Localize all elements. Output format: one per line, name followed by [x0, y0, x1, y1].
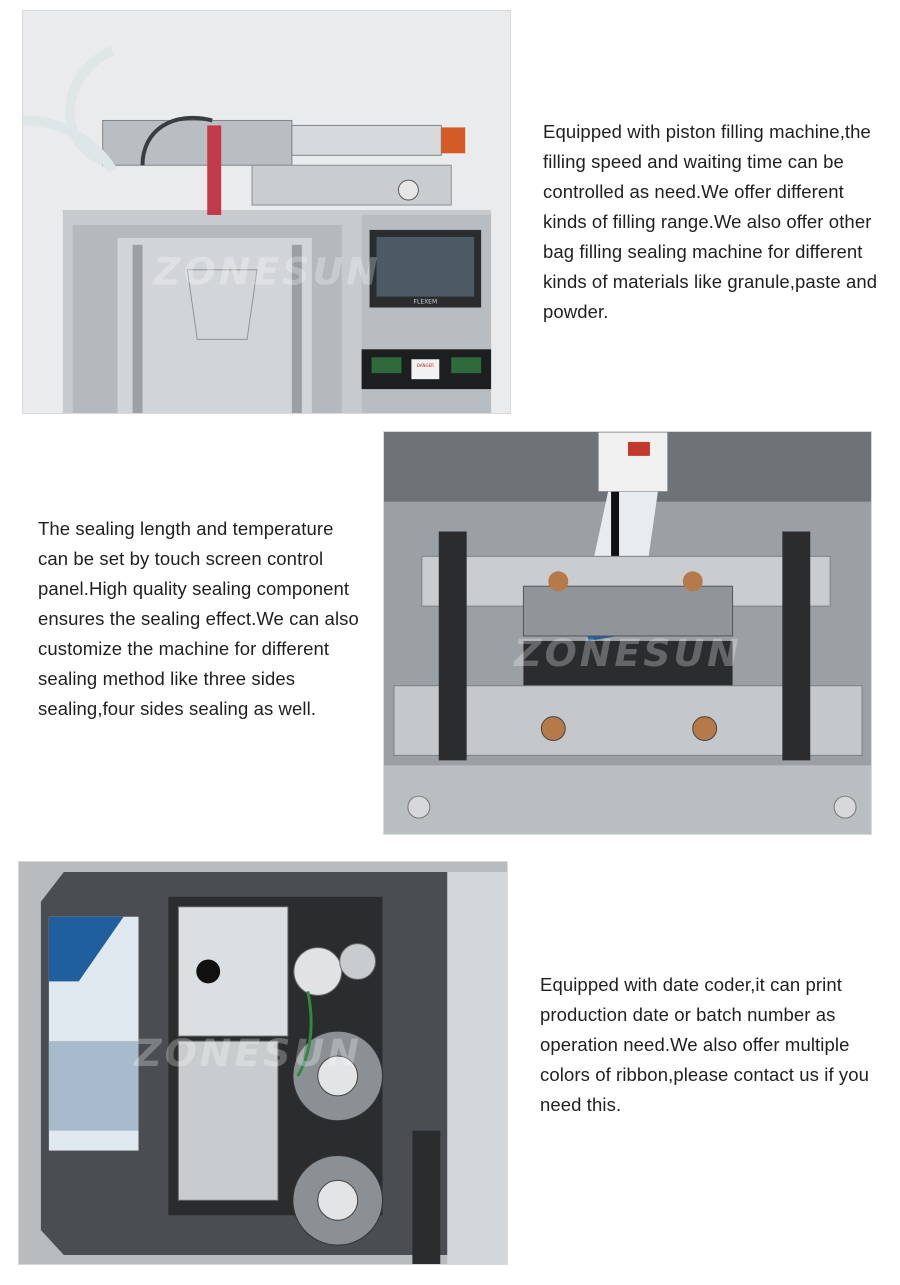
sealing-caption: The sealing length and temperature can be set by touch screen control panel.High quality sealing component ensures the sealing effect.We can also customize the machine for different sealing method like three sides sealing,four sides sealing as well. [38, 518, 359, 719]
watermark: ZONESUN [514, 630, 742, 675]
panel-brand-label: FLEXEM [413, 298, 438, 306]
watermark: ZONESUN [153, 249, 381, 294]
date-coder-photo [18, 861, 508, 1265]
sealing-component-photo [383, 431, 872, 835]
piston-filling-machine-photo [22, 10, 511, 414]
watermark: ZONESUN [134, 1031, 362, 1075]
filling-caption: Equipped with piston filling machine,the filling speed and waiting time can be controlled as need.We offer different kinds of filling range.We also offer other bag filling sealing machine for different kinds of materials like granule,paste and powder. [543, 121, 878, 322]
date-coder-caption: Equipped with date coder,it can print production date or batch number as operation need.We also offer multiple colors of ribbon,please contact us if you need this. [540, 974, 870, 1115]
warning-label: DANGER [416, 363, 434, 369]
